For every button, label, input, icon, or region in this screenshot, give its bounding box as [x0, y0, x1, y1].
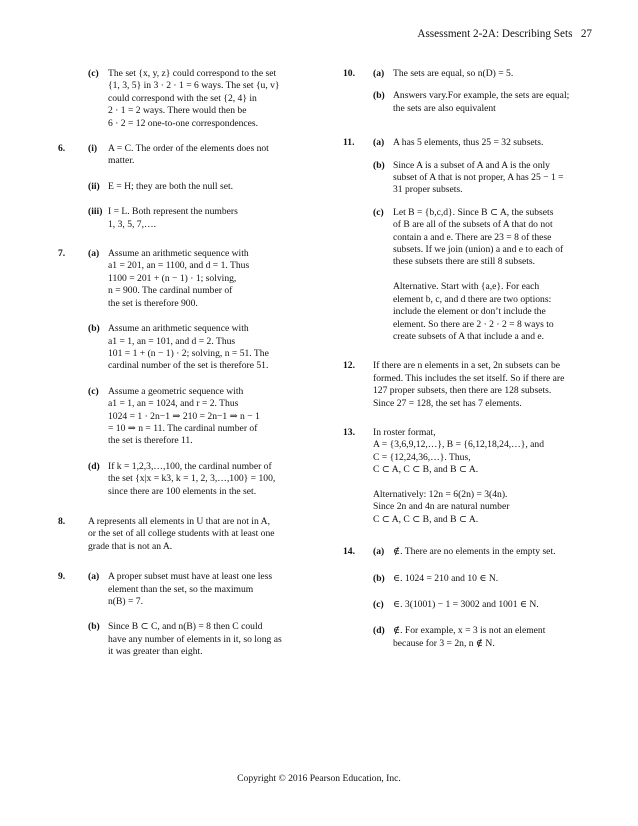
text-line: 2 · 1 = 2 ways. There would then be [108, 105, 247, 117]
answer-text [108, 461, 310, 498]
part-label: (a) [373, 137, 385, 149]
text-line: = 10 ⇒ n = 11. The cardinal number of [108, 422, 258, 434]
text-line: Let B = {b,c,d}. Since B ⊂ A, the subsets [393, 206, 554, 218]
text-line: 1100 = 201 + (n − 1) · 1; solving, [108, 272, 237, 284]
part-label: (d) [88, 460, 100, 472]
answer-q14c [343, 599, 593, 611]
answer-q14b [343, 573, 593, 585]
text-line: of B are all of the subsets of A that do not [393, 219, 553, 231]
answer-text [393, 137, 593, 149]
text-line: Alternatively: 12n = 6(2n) = 3(4n). [373, 488, 508, 500]
answer-text [393, 546, 593, 558]
text-line: subset of A that is not proper, A has 25 − 1 = [393, 172, 564, 184]
text-line: contain a and e. There are 23 = 8 of these [393, 231, 552, 243]
text-line: The set {x, y, z} could correspond to the set [108, 68, 277, 79]
text-line: cardinal number of the set is therefore 51. [108, 360, 269, 372]
answer-text [108, 206, 310, 231]
answer-text [88, 516, 310, 553]
text-line: A has 5 elements, thus 25 = 32 subsets. [393, 137, 544, 149]
question-number: 8. [58, 515, 66, 527]
part-label: (b) [373, 572, 385, 584]
answer-q14a [343, 546, 593, 558]
text-line: since there are 100 elements in the set. [108, 485, 257, 497]
running-header [417, 28, 592, 40]
text-line: Since 2n and 4n are natural number [373, 501, 510, 513]
text-line: because for 3 = 2n, n ∉ N. [393, 637, 495, 649]
text-line: a1 = 1, an = 101, and d = 2. Thus [108, 335, 236, 347]
text-line: a1 = 1, an = 1024, and r = 2. Thus [108, 398, 239, 410]
text-line: have any number of elements in it, so long as [108, 633, 282, 645]
text-line: Since A is a subset of A and A is the only [393, 159, 550, 171]
question-number: 12. [343, 360, 355, 372]
text-line: {1, 3, 5} in 3 · 2 · 1 = 6 ways. The set {u, v} [108, 80, 280, 92]
answer-q11b [343, 160, 593, 197]
question-number: 13. [343, 426, 355, 438]
answer-text [373, 427, 593, 526]
text-line: Assume a geometric sequence with [108, 385, 244, 397]
answer-q12 [343, 360, 593, 410]
answer-q7d [58, 461, 310, 498]
answer-q13 [343, 427, 593, 526]
text-line: ∉. For example, x = 3 is not an element [393, 625, 546, 637]
text-line: 6 · 2 = 12 one-to-one correspondences. [108, 117, 259, 129]
text-line: 127 proper subsets, then there are 128 subsets. [373, 385, 552, 397]
answer-text [108, 621, 310, 658]
text-line: create subsets of A that include a and e. [393, 330, 545, 342]
text-line: subsets. If we join (union) a and e to each of [393, 244, 564, 256]
answer-text [393, 625, 593, 650]
answer-q9a [58, 571, 310, 608]
question-number: 6. [58, 143, 66, 155]
answer-q7b [58, 323, 310, 373]
copyright-footer: Copyright © 2016 Pearson Education, Inc. [237, 773, 401, 784]
answer-q11a [343, 137, 593, 149]
text-line [373, 477, 593, 489]
text-line: The sets are equal, so n(D) = 5. [393, 68, 514, 79]
text-line: A represents all elements in U that are not in A, [88, 515, 270, 527]
right-column [343, 68, 593, 650]
text-line: the set {x|x = k3, k = 1, 2, 3,…,100} = 100, [108, 473, 276, 485]
part-label: (c) [88, 68, 99, 79]
text-line: 101 = 1 + (n − 1) · 2; solving, n = 51. The [108, 347, 269, 359]
question-number: 11. [343, 137, 355, 149]
text-line: or the set of all college students with at least one [88, 528, 275, 540]
answer-q6ii [58, 181, 310, 193]
text-line: ∉. There are no elements in the empty set. [393, 546, 556, 558]
answer-text [108, 571, 310, 608]
text-line: the set is therefore 11. [108, 435, 193, 447]
answer-q10b [343, 90, 593, 115]
answer-q8 [58, 516, 310, 553]
part-label: (b) [373, 159, 385, 171]
header-title: Assessment 2-2A: Describing Sets [417, 28, 573, 40]
answer-text [108, 143, 310, 168]
text-line: I = L. Both represent the numbers [108, 206, 238, 218]
text-line: 31 proper subsets. [393, 184, 463, 196]
text-line: C ⊂ A, C ⊂ B, and B ⊂ A. [373, 513, 479, 525]
answer-q6iii [58, 206, 310, 231]
answer-q11c [343, 207, 593, 343]
text-line: n = 900. The cardinal number of [108, 285, 233, 297]
part-label: (iii) [88, 206, 103, 218]
answer-q14d [343, 625, 593, 650]
text-line: 1, 3, 5, 7,…. [108, 218, 156, 230]
part-label: (a) [373, 68, 385, 79]
part-label: (c) [88, 385, 99, 397]
answer-text [393, 160, 593, 197]
text-line: the sets are also equivalent [393, 102, 496, 114]
part-label: (ii) [88, 180, 100, 192]
answer-text [393, 68, 593, 80]
answer-text [108, 68, 310, 130]
question-number: 10. [343, 68, 355, 79]
part-label: (a) [88, 248, 100, 260]
text-line: In roster format, [373, 426, 436, 438]
text-line: E = H; they are both the null set. [108, 180, 234, 192]
text-line: If there are n elements in a set, 2n subsets can be [373, 360, 561, 372]
question-number: 14. [343, 546, 355, 558]
text-line: it was greater than eight. [108, 646, 203, 658]
text-line: C = {12,24,36,…}. Thus, [373, 451, 471, 463]
question-number: 9. [58, 571, 66, 583]
answer-q6i [58, 143, 310, 168]
text-line: a1 = 201, an = 1100, and d = 1. Thus [108, 260, 250, 272]
text-line: A proper subset must have at least one less [108, 571, 273, 583]
part-label: (d) [373, 625, 385, 637]
text-line: Assume an arithmetic sequence with [108, 323, 249, 335]
answer-text [108, 248, 310, 310]
answer-text [393, 207, 593, 343]
answer-text [393, 599, 593, 611]
text-line: Answers vary.For example, the sets are equal; [393, 90, 570, 102]
answer-text [393, 573, 593, 585]
text-line: matter. [108, 155, 135, 167]
text-line: include the element or don’t include the [393, 306, 546, 318]
part-label: (b) [373, 90, 385, 102]
part-label: (i) [88, 143, 98, 155]
text-line: element. So there are 2 · 2 · 2 = 8 ways to [393, 318, 554, 330]
text-line: A = C. The order of the elements does not [108, 143, 269, 155]
answer-q7a [58, 248, 310, 310]
text-line: n(B) = 7. [108, 596, 143, 607]
left-column [58, 68, 310, 659]
answer-text [393, 90, 593, 115]
text-line: grade that is not an A. [88, 540, 173, 552]
text-line: the set is therefore 900. [108, 297, 198, 309]
part-label: (b) [88, 323, 100, 335]
text-line: could correspond with the set {2, 4} in [108, 92, 257, 104]
text-line: ∈. 1024 = 210 and 10 ∈ N. [393, 572, 499, 584]
page-number: 27 [580, 28, 592, 40]
text-line: If k = 1,2,3,…,100, the cardinal number of [108, 460, 272, 472]
part-label: (c) [373, 599, 384, 610]
part-label: (c) [373, 206, 384, 218]
text-line: these subsets there are still 8 subsets. [393, 256, 536, 268]
part-label: (a) [373, 546, 385, 558]
text-line: Since B ⊂ C, and n(B) = 8 then C could [108, 621, 263, 633]
text-line: ∈. 3(1001) − 1 = 3002 and 1001 ∈ N. [393, 599, 539, 610]
text-line: element than the set, so the maximum [108, 583, 254, 595]
part-label: (a) [88, 571, 100, 583]
answer-q7c [58, 386, 310, 448]
part-label: (b) [88, 621, 100, 633]
text-line: formed. This includes the set itself. So if there are [373, 372, 565, 384]
text-line: Assume an arithmetic sequence with [108, 248, 249, 260]
answer-text [373, 360, 593, 410]
answer-text [108, 386, 310, 448]
text-line: C ⊂ A, C ⊂ B, and B ⊂ A. [373, 464, 479, 476]
text-line: Alternative. Start with {a,e}. For each [393, 281, 540, 293]
answer-q9b [58, 621, 310, 658]
text-line [393, 269, 593, 281]
text-line: 1024 = 1 · 2n−1 ⇒ 210 = 2n−1 ⇒ n − 1 [108, 410, 260, 422]
answer-text [108, 323, 310, 373]
text-line: A = {3,6,9,12,…}, B = {6,12,18,24,…}, and [373, 439, 545, 451]
answer-q5c [58, 68, 310, 130]
text-line: Since 27 = 128, the set has 7 elements. [373, 397, 522, 409]
text-line: element b, c, and d there are two options: [393, 293, 552, 305]
question-number: 7. [58, 248, 66, 260]
answer-text [108, 181, 310, 193]
answer-q10a [343, 68, 593, 80]
